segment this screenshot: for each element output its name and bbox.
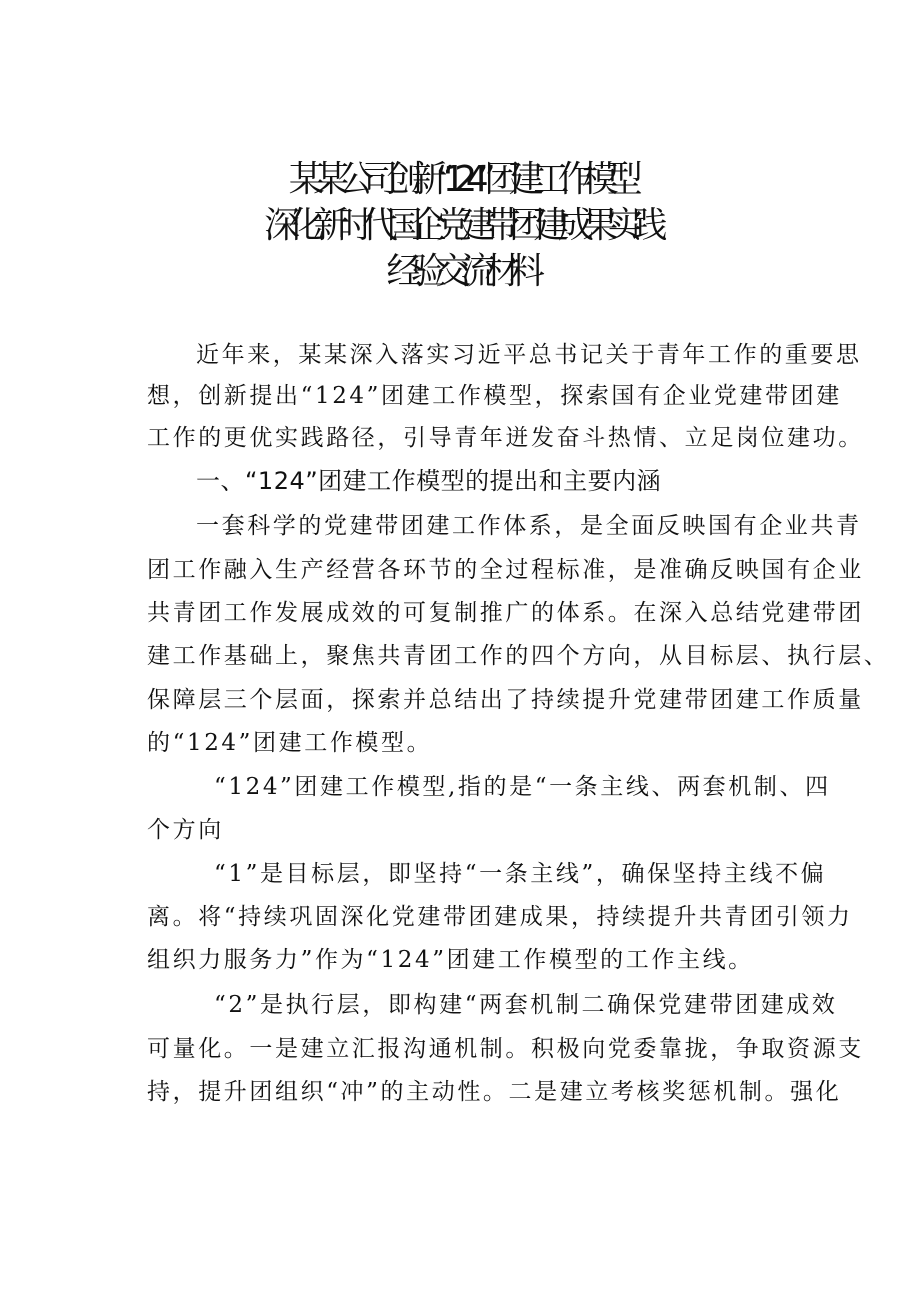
- section-1-p4-line-1: “2”是执行层，即构建“两套机制二确保党建带团建成效: [214, 992, 838, 1018]
- section-1-p2-line-2: 个方向: [147, 817, 224, 843]
- section-1-p1-line-1: 一套科学的党建带团建工作体系，是全面反映国有企业共青: [196, 513, 862, 539]
- section-1-p1-line-3: 共青团工作发展成效的可复制推广的体系。在深入总结党建带团: [147, 600, 864, 626]
- document-title-line-2: 深化新时代国企党建带团建成果实践: [263, 205, 656, 246]
- section-1-heading: 一、“124”团建工作模型的提出和主要内涵: [196, 467, 662, 495]
- section-1-p1-line-6: 的“124”团建工作模型。: [147, 730, 433, 756]
- document-title-line-1: 某某公司创新“124”团建工作模型: [288, 159, 632, 200]
- section-1-p1-line-4: 建工作基础上，聚焦共青团工作的四个方向，从目标层、执行层、: [147, 643, 890, 669]
- section-1-p4-line-3: 持，提升团组织“冲”的主动性。二是建立考核奖惩机制。强化: [147, 1079, 842, 1105]
- section-1-p3-line-1: “1”是目标层，即坚持“一条主线”，确保坚持主线不偏: [214, 861, 827, 887]
- intro-line-3: 工作的更优实践路径，引导青年迸发奋斗热情、立足岗位建功。: [147, 425, 864, 451]
- section-1-p1-line-2: 团工作融入生产经营各环节的全过程标准，是准确反映国有企业: [147, 557, 864, 583]
- intro-line-2: 想，创新提出“124”团建工作模型，探索国有企业党建带团建: [147, 383, 842, 409]
- section-1-p4-line-2: 可量化。一是建立汇报沟通机制。积极向党委靠拢，争取资源支: [147, 1036, 864, 1062]
- section-1-p3-line-2: 离。将“持续巩固深化党建带团建成果，持续提升共青团引领力: [147, 904, 853, 930]
- section-1-p3-line-3: 组织力服务力”作为“124”团建工作模型的工作主线。: [147, 947, 754, 973]
- section-1-p1-line-5: 保障层三个层面，探索并总结出了持续提升党建带团建工作质量: [147, 687, 864, 713]
- section-1-p2-line-1: “124”团建工作模型,指的是“一条主线、两套机制、四: [214, 774, 831, 800]
- document-title-line-3: 经验交流材料: [386, 251, 534, 292]
- intro-line-1: 近年来，某某深入落实习近平总书记关于青年工作的重要思: [196, 342, 862, 368]
